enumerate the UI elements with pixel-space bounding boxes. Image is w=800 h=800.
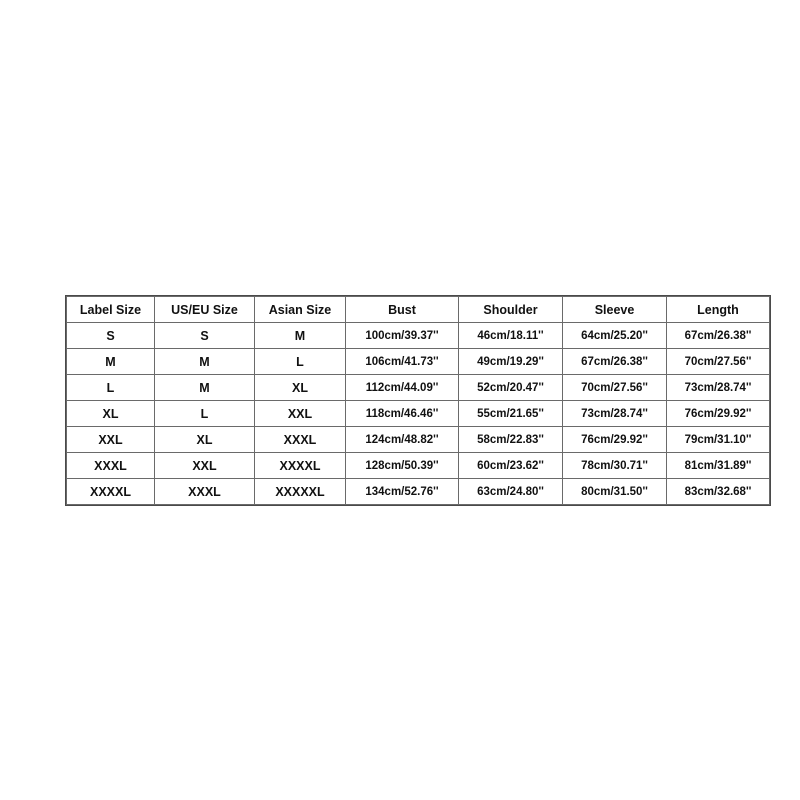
column-header-asian-size: Asian Size xyxy=(255,297,346,323)
cell-length: 67cm/26.38'' xyxy=(667,323,770,349)
cell-length: 73cm/28.74'' xyxy=(667,375,770,401)
cell-length: 70cm/27.56'' xyxy=(667,349,770,375)
table-row xyxy=(67,349,770,375)
cell-shoulder: 46cm/18.11'' xyxy=(459,323,563,349)
cell-bust: 134cm/52.76'' xyxy=(346,479,459,505)
cell-asian-size: XL xyxy=(255,375,346,401)
cell-bust: 118cm/46.46'' xyxy=(346,401,459,427)
cell-label-size: L xyxy=(67,375,155,401)
cell-length: 79cm/31.10'' xyxy=(667,427,770,453)
cell-length: 81cm/31.89'' xyxy=(667,453,770,479)
cell-sleeve: 76cm/29.92'' xyxy=(563,427,667,453)
cell-us-eu-size: XL xyxy=(155,427,255,453)
cell-us-eu-size: L xyxy=(155,401,255,427)
cell-label-size: M xyxy=(67,349,155,375)
table-body xyxy=(67,323,770,505)
header-row xyxy=(67,297,770,323)
table-row xyxy=(67,323,770,349)
cell-label-size: XL xyxy=(67,401,155,427)
column-header-bust: Bust xyxy=(346,297,459,323)
cell-us-eu-size: XXL xyxy=(155,453,255,479)
cell-asian-size: L xyxy=(255,349,346,375)
cell-shoulder: 60cm/23.62'' xyxy=(459,453,563,479)
cell-shoulder: 63cm/24.80'' xyxy=(459,479,563,505)
cell-us-eu-size: M xyxy=(155,375,255,401)
cell-us-eu-size: S xyxy=(155,323,255,349)
cell-label-size: XXL xyxy=(67,427,155,453)
cell-sleeve: 78cm/30.71'' xyxy=(563,453,667,479)
cell-asian-size: M xyxy=(255,323,346,349)
cell-shoulder: 55cm/21.65'' xyxy=(459,401,563,427)
cell-length: 83cm/32.68'' xyxy=(667,479,770,505)
size-chart-table xyxy=(66,296,770,505)
cell-bust: 124cm/48.82'' xyxy=(346,427,459,453)
cell-shoulder: 49cm/19.29'' xyxy=(459,349,563,375)
cell-label-size: XXXXL xyxy=(67,479,155,505)
cell-sleeve: 67cm/26.38'' xyxy=(563,349,667,375)
column-header-label-size: Label Size xyxy=(67,297,155,323)
table-row xyxy=(67,479,770,505)
cell-shoulder: 52cm/20.47'' xyxy=(459,375,563,401)
cell-asian-size: XXL xyxy=(255,401,346,427)
cell-us-eu-size: XXXL xyxy=(155,479,255,505)
cell-sleeve: 70cm/27.56'' xyxy=(563,375,667,401)
cell-label-size: XXXL xyxy=(67,453,155,479)
cell-asian-size: XXXXL xyxy=(255,453,346,479)
table-row xyxy=(67,453,770,479)
column-header-sleeve: Sleeve xyxy=(563,297,667,323)
cell-sleeve: 64cm/25.20'' xyxy=(563,323,667,349)
table-row xyxy=(67,401,770,427)
cell-bust: 100cm/39.37'' xyxy=(346,323,459,349)
column-header-shoulder: Shoulder xyxy=(459,297,563,323)
cell-asian-size: XXXL xyxy=(255,427,346,453)
cell-sleeve: 80cm/31.50'' xyxy=(563,479,667,505)
cell-shoulder: 58cm/22.83'' xyxy=(459,427,563,453)
cell-sleeve: 73cm/28.74'' xyxy=(563,401,667,427)
table-row xyxy=(67,375,770,401)
table-header xyxy=(67,297,770,323)
column-header-us-eu-size: US/EU Size xyxy=(155,297,255,323)
cell-bust: 128cm/50.39'' xyxy=(346,453,459,479)
column-header-length: Length xyxy=(667,297,770,323)
cell-bust: 112cm/44.09'' xyxy=(346,375,459,401)
cell-asian-size: XXXXXL xyxy=(255,479,346,505)
cell-label-size: S xyxy=(67,323,155,349)
cell-bust: 106cm/41.73'' xyxy=(346,349,459,375)
cell-us-eu-size: M xyxy=(155,349,255,375)
table-row xyxy=(67,427,770,453)
cell-length: 76cm/29.92'' xyxy=(667,401,770,427)
